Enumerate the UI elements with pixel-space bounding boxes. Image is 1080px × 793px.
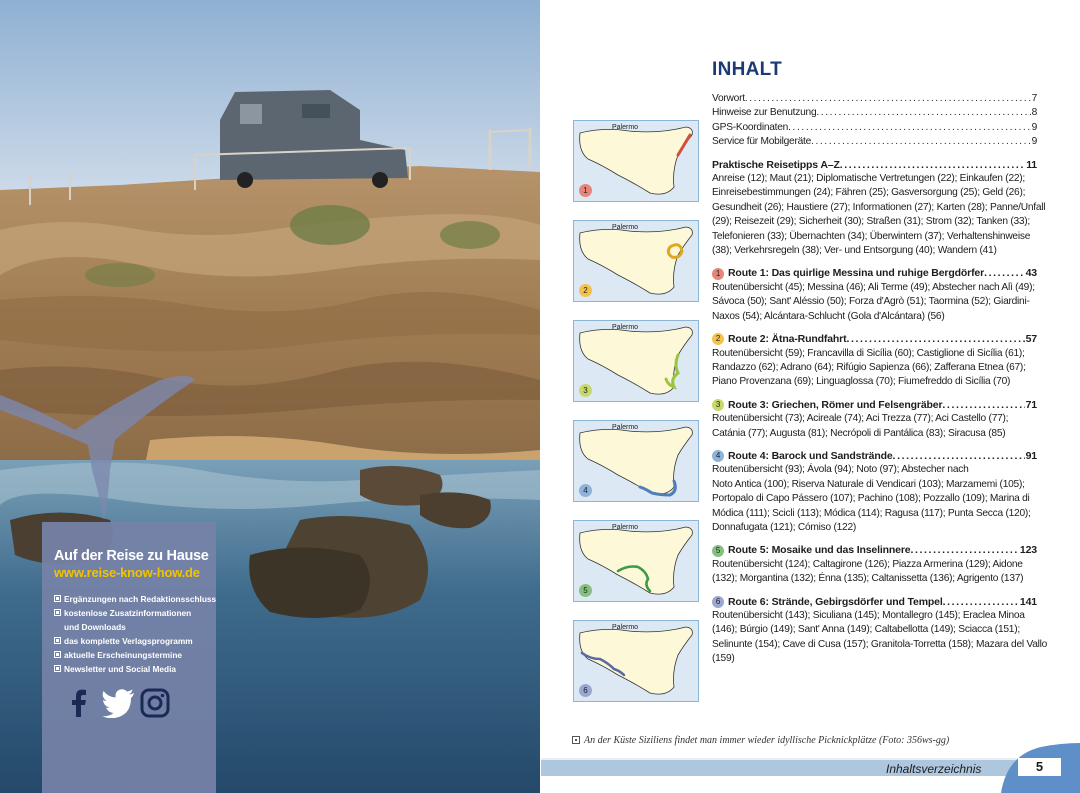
toc-subentries: (29); Reisezeit (29); Sicherheit (30); Straßen (31); Strom (32); Tanken (33);	[712, 216, 1031, 228]
checkbox-icon	[54, 595, 61, 602]
toc-section	[712, 449, 1037, 535]
toc-subentries: Sávoca (50); Sant' Aléssio (50); Forza d'Agrò (51); Taormina (52); Giardini-	[712, 296, 1030, 308]
route-number-badge: 3	[712, 399, 724, 411]
toc-subentries: (146); Búrgio (149); Sant' Anna (149); Caltabellotta (149); Sciacca (151);	[712, 624, 1020, 636]
toc-subentries: Routenübersicht (124); Caltagirone (126); Piazza Armerina (129); Aidone	[712, 558, 1023, 570]
promo-item: kostenlose Zusatzinformationen	[54, 606, 205, 620]
route-number-badge: 2	[712, 333, 724, 345]
section-title: Praktische Reisetipps A–Z	[712, 158, 840, 171]
toc-subentries: Anreise (12); Maut (21); Diplomatische Vertretungen (22); Einkaufen (22);	[712, 173, 1026, 185]
toc-subentries: (38); Verkehrsregeln (38); Ver- und Entsorgung (40); Wandern (41)	[712, 245, 997, 257]
section-page: 141	[1019, 595, 1037, 608]
promo-item: das komplette Verlagsprogramm	[54, 634, 205, 648]
toc-subentries: Routenübersicht (45); Messina (46); Ali Terme (49); Abstecher nach Alì (49);	[712, 281, 1035, 293]
toc-section-heading[interactable]	[712, 449, 1037, 463]
route-map-5[interactable]	[573, 520, 699, 602]
toc-subentries: Routenübersicht (143); Siculiana (145); Montallegro (145); Eraclea Minoa	[712, 610, 1025, 621]
toc-sections	[712, 158, 1048, 667]
toc-section	[712, 543, 1037, 586]
map-route-badge: 4	[579, 484, 592, 497]
map-route-badge: 1	[579, 184, 592, 197]
map-city-label: Palermo	[612, 124, 639, 131]
toc-section-heading[interactable]	[712, 595, 1037, 609]
toc-section-heading[interactable]	[712, 398, 1037, 412]
promo-item: Newsletter und Social Media	[54, 662, 205, 676]
route-map-4[interactable]	[573, 420, 699, 502]
toc-section-heading[interactable]	[712, 332, 1037, 346]
toc-subentries: Selinunte (154); Cave di Cusa (157); Granitola-Torretta (158); Mazara del Vallo	[712, 638, 1048, 650]
table-of-contents	[712, 92, 1048, 667]
caption-marker-icon	[572, 736, 580, 744]
toc-subentries: Routenübersicht (73); Acireale (74); Aci Trezza (77); Aci Castello (77);	[712, 413, 1009, 425]
toc-subentries: Naxos (54); Alcántara-Schlucht (Gola d'Alcántara) (56)	[712, 310, 945, 322]
checkbox-icon	[54, 665, 61, 672]
route-map-6[interactable]	[573, 620, 699, 702]
section-page: 123	[1019, 544, 1037, 557]
running-footer-label: Inhaltsverzeichnis	[886, 762, 982, 776]
toc-section	[712, 158, 1046, 259]
route-number-badge: 1	[712, 268, 724, 280]
toc-subentries: Routenübersicht (59); Francavilla di Sicília (60); Castiglione di Sicília (61);	[712, 347, 1025, 359]
route-map-2[interactable]	[573, 220, 699, 302]
photo-caption: An der Küste Siziliens findet man immer wieder idyllische Picknickplätze (Foto: 356ws-gg)	[572, 735, 949, 746]
toc-entry[interactable]: Service für Mobilgeräte ..... 9	[712, 135, 1037, 149]
toc-page	[541, 0, 1080, 793]
toc-section-heading[interactable]	[712, 543, 1037, 557]
toc-subentries: (159)	[712, 653, 735, 665]
toc-subentries: Gesundheit (26); Haustiere (27); Informationen (27); Karten (28); Panne/Unfall	[712, 201, 1046, 213]
section-page: 43	[1025, 267, 1037, 280]
toc-subentries: Telefonieren (33); Übernachten (34); Überwintern (37); Verhaltenshinweise	[712, 230, 1031, 242]
promo-item: Ergänzungen nach Redaktionsschluss	[54, 592, 205, 606]
route-number-badge: 5	[712, 545, 724, 557]
map-city-label: Palermo	[612, 524, 639, 531]
toc-subentries: Portopalo di Capo Pássero (107); Pachino (108); Pozzallo (109); Marina di	[712, 493, 1030, 505]
toc-section-heading[interactable]	[712, 158, 1037, 172]
section-page: 57	[1025, 333, 1037, 346]
route-number-badge: 4	[712, 450, 724, 462]
front-matter	[712, 92, 1037, 150]
toc-entry[interactable]: GPS-Koordinaten ..... 9	[712, 121, 1037, 135]
map-city-label: Palermo	[612, 424, 639, 431]
toc-subentries: Módica (111); Scicli (113); Módica (114); Ragusa (117); Punta Secca (120);	[712, 507, 1031, 519]
map-city-label: Palermo	[612, 624, 639, 631]
toc-entry[interactable]: Vorwort ..... 7	[712, 92, 1037, 106]
map-city-label: Palermo	[612, 224, 639, 231]
section-title: Route 3: Griechen, Römer und Felsengräber	[728, 398, 943, 411]
toc-subentries: (132); Morgantina (132); Énna (135); Caltanissetta (136); Agrigento (137)	[712, 573, 1024, 585]
toc-subentries: Noto Antica (100); Riserva Naturale di Vendicari (103); Marzamemi (105);	[712, 478, 1025, 490]
route-map-3[interactable]	[573, 320, 699, 402]
promo-list	[54, 592, 217, 676]
section-title: Route 5: Mosaike und das Inselinnere	[728, 544, 911, 557]
promo-item-continued: und Downloads	[64, 622, 126, 632]
toc-subentries: Randazzo (62); Adrano (64); Rifúgio Sapienza (66); Zafferana Etnea (67);	[712, 361, 1026, 373]
instagram-icon[interactable]	[140, 688, 170, 718]
promo-url[interactable]: www.reise-know-how.de	[54, 565, 200, 580]
section-page: 91	[1025, 449, 1037, 462]
section-title: Route 1: Das quirlige Messina und ruhige Bergdörfer	[728, 267, 985, 280]
toc-subentries: Catánia (77); Augusta (81); Necrópoli di Pantálica (83); Siracusa (85)	[712, 427, 1006, 439]
route-map-1[interactable]	[573, 120, 699, 202]
toc-section	[712, 595, 1048, 667]
map-route-badge: 3	[579, 384, 592, 397]
checkbox-icon	[54, 609, 61, 616]
toc-subentries: Routenübersicht (93); Ávola (94); Noto (97); Abstecher nach	[712, 464, 969, 476]
section-title: Route 2: Ätna-Rundfahrt	[728, 333, 847, 346]
checkbox-icon	[54, 637, 61, 644]
page-title: INHALT	[712, 59, 783, 80]
page-number: 5	[1018, 758, 1061, 776]
publisher-promo-box	[42, 522, 216, 793]
map-route-badge: 2	[579, 284, 592, 297]
promo-title: Auf der Reise zu Hause	[54, 548, 209, 564]
toc-subentries: Einreisebestimmungen (24); Fähren (25); Gasversorgung (25); Geld (26);	[712, 187, 1026, 199]
toc-section-heading[interactable]	[712, 266, 1037, 280]
promo-item: aktuelle Erscheinungstermine	[54, 648, 205, 662]
section-page: 11	[1026, 158, 1037, 171]
twitter-icon[interactable]	[102, 688, 132, 718]
toc-subentries: Piano Provenzana (69); Linguaglossa (70); Fiumefreddo di Sicília (70)	[712, 376, 1011, 388]
toc-section	[712, 398, 1037, 441]
checkbox-icon	[54, 651, 61, 658]
toc-subentries: Donnafugata (121); Cómiso (122)	[712, 521, 857, 533]
section-title: Route 4: Barock und Sandstrände	[728, 449, 893, 462]
facebook-icon[interactable]	[64, 688, 94, 718]
footer-bar	[541, 760, 1080, 776]
map-route-badge: 6	[579, 684, 592, 697]
toc-section	[712, 332, 1037, 390]
section-page: 71	[1025, 398, 1037, 411]
toc-section	[712, 266, 1037, 324]
map-city-label: Palermo	[612, 324, 639, 331]
map-route-badge: 5	[579, 584, 592, 597]
social-icons	[54, 688, 205, 718]
toc-entry[interactable]: Hinweise zur Benutzung ..... 8	[712, 106, 1037, 120]
section-title: Route 6: Strände, Gebirgsdörfer und Tempel	[728, 595, 943, 608]
route-number-badge: 6	[712, 596, 724, 608]
